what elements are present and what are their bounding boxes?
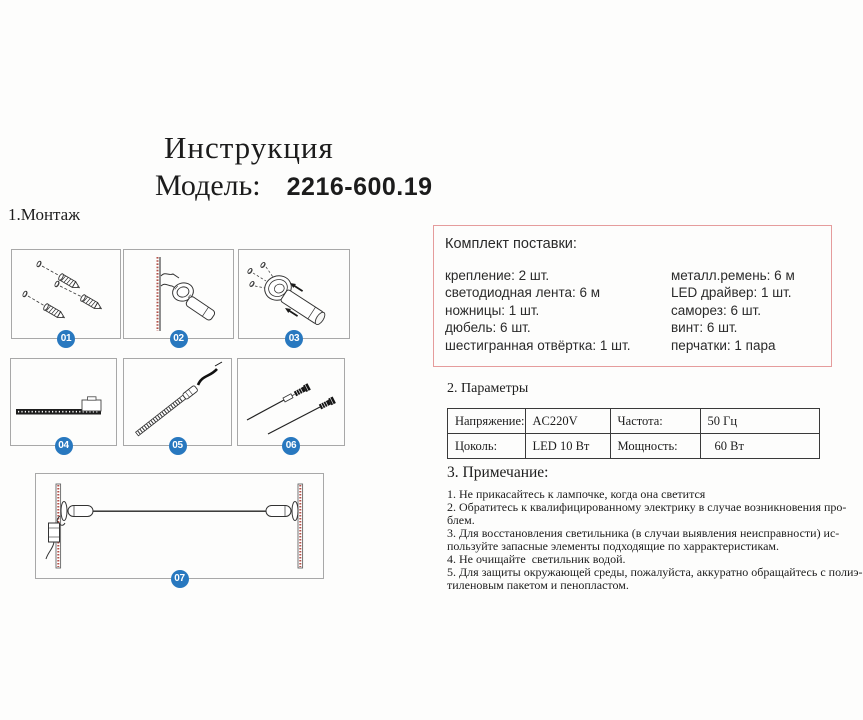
step-07-badge: 07 xyxy=(171,570,189,588)
montage-step-6 xyxy=(237,358,345,451)
section-heading-montage: 1.Монтаж xyxy=(8,205,80,224)
kit-item: дюбель: 6 шт. xyxy=(445,320,531,336)
note-line: 5. Для защиты окружающей среды, пожалуйста, аккуратно обращайтесь с полиэ- xyxy=(447,565,863,579)
installed-fixture-diagram xyxy=(36,474,323,578)
montage-step-2 xyxy=(123,249,234,344)
param-value: LED 10 Вт xyxy=(525,434,610,459)
kit-contents-box xyxy=(433,225,832,367)
section-heading-parameters: 2. Параметры xyxy=(447,381,529,396)
montage-step-7 xyxy=(35,473,324,584)
step-02-badge: 02 xyxy=(170,330,188,348)
kit-item: LED драйвер: 1 шт. xyxy=(671,285,792,301)
section-heading-notes: 3. Примечание: xyxy=(447,464,549,481)
kit-item: светодиодная лента: 6 м xyxy=(445,285,601,301)
model-label: Модель: xyxy=(155,169,261,202)
wall-mount-diagram xyxy=(124,250,233,338)
cables-diagram xyxy=(238,359,344,445)
model-line xyxy=(155,169,433,203)
param-value: AC220V xyxy=(525,409,610,434)
param-label: Напряжение: xyxy=(448,409,526,434)
param-label: Цоколь: xyxy=(448,434,526,459)
note-line: блем. xyxy=(447,513,475,527)
montage-step-1 xyxy=(11,249,121,344)
step-06-badge: 06 xyxy=(282,437,300,455)
note-line: тиленовым пакетом и пенопластом. xyxy=(447,578,629,592)
montage-step-5 xyxy=(123,358,232,451)
montage-step-3 xyxy=(238,249,350,344)
kit-right-column xyxy=(671,267,795,354)
step-01-badge: 01 xyxy=(57,330,75,348)
note-line: 1. Не прикасайтесь к лампочке, когда она светится xyxy=(447,487,706,501)
param-label: Частота: xyxy=(610,409,700,434)
table-row xyxy=(448,409,820,434)
flange-screws-diagram xyxy=(239,250,349,338)
kit-item: шестигранная отвёртка: 1 шт. xyxy=(445,337,631,353)
kit-item: ножницы: 1 шт. xyxy=(445,302,540,318)
step-05-badge: 05 xyxy=(169,437,187,455)
param-label: Мощность: xyxy=(610,434,700,459)
parameters-table xyxy=(447,408,820,459)
montage-step-4 xyxy=(10,358,117,451)
kit-left-column xyxy=(445,267,630,354)
kit-item: металл.ремень: 6 м xyxy=(671,268,795,283)
kit-item: винт: 6 шт. xyxy=(671,320,738,336)
kit-item: перчатки: 1 пара xyxy=(671,337,776,353)
page-title: Инструкция xyxy=(164,130,334,165)
model-number: 2216-600.19 xyxy=(286,173,433,201)
note-line: 3. Для восстановления светильника (в случаи выявления неисправности) ис- xyxy=(447,526,840,540)
notes-list xyxy=(447,488,863,592)
param-value: 50 Гц xyxy=(700,409,819,434)
note-line: пользуйте запасные элементы подходящие по харрактеристикам. xyxy=(447,539,780,553)
step-03-badge: 03 xyxy=(285,330,303,348)
step-04-badge: 04 xyxy=(55,437,73,455)
kit-heading: Комплект поставки: xyxy=(445,236,577,252)
led-strip-diagram xyxy=(11,359,116,445)
kit-item: саморез: 6 шт. xyxy=(671,302,761,318)
kit-item: крепление: 2 шт. xyxy=(445,268,550,283)
note-line: 4. Не очищайте светильник водой. xyxy=(447,552,626,566)
flexible-rod-diagram xyxy=(124,359,231,445)
table-row xyxy=(448,434,820,459)
wall-anchors-diagram xyxy=(12,250,120,338)
note-line: 2. Обратитесь к квалифицированному электрику в случае возникновения про- xyxy=(447,500,847,514)
param-value: 60 Вт xyxy=(700,434,819,459)
